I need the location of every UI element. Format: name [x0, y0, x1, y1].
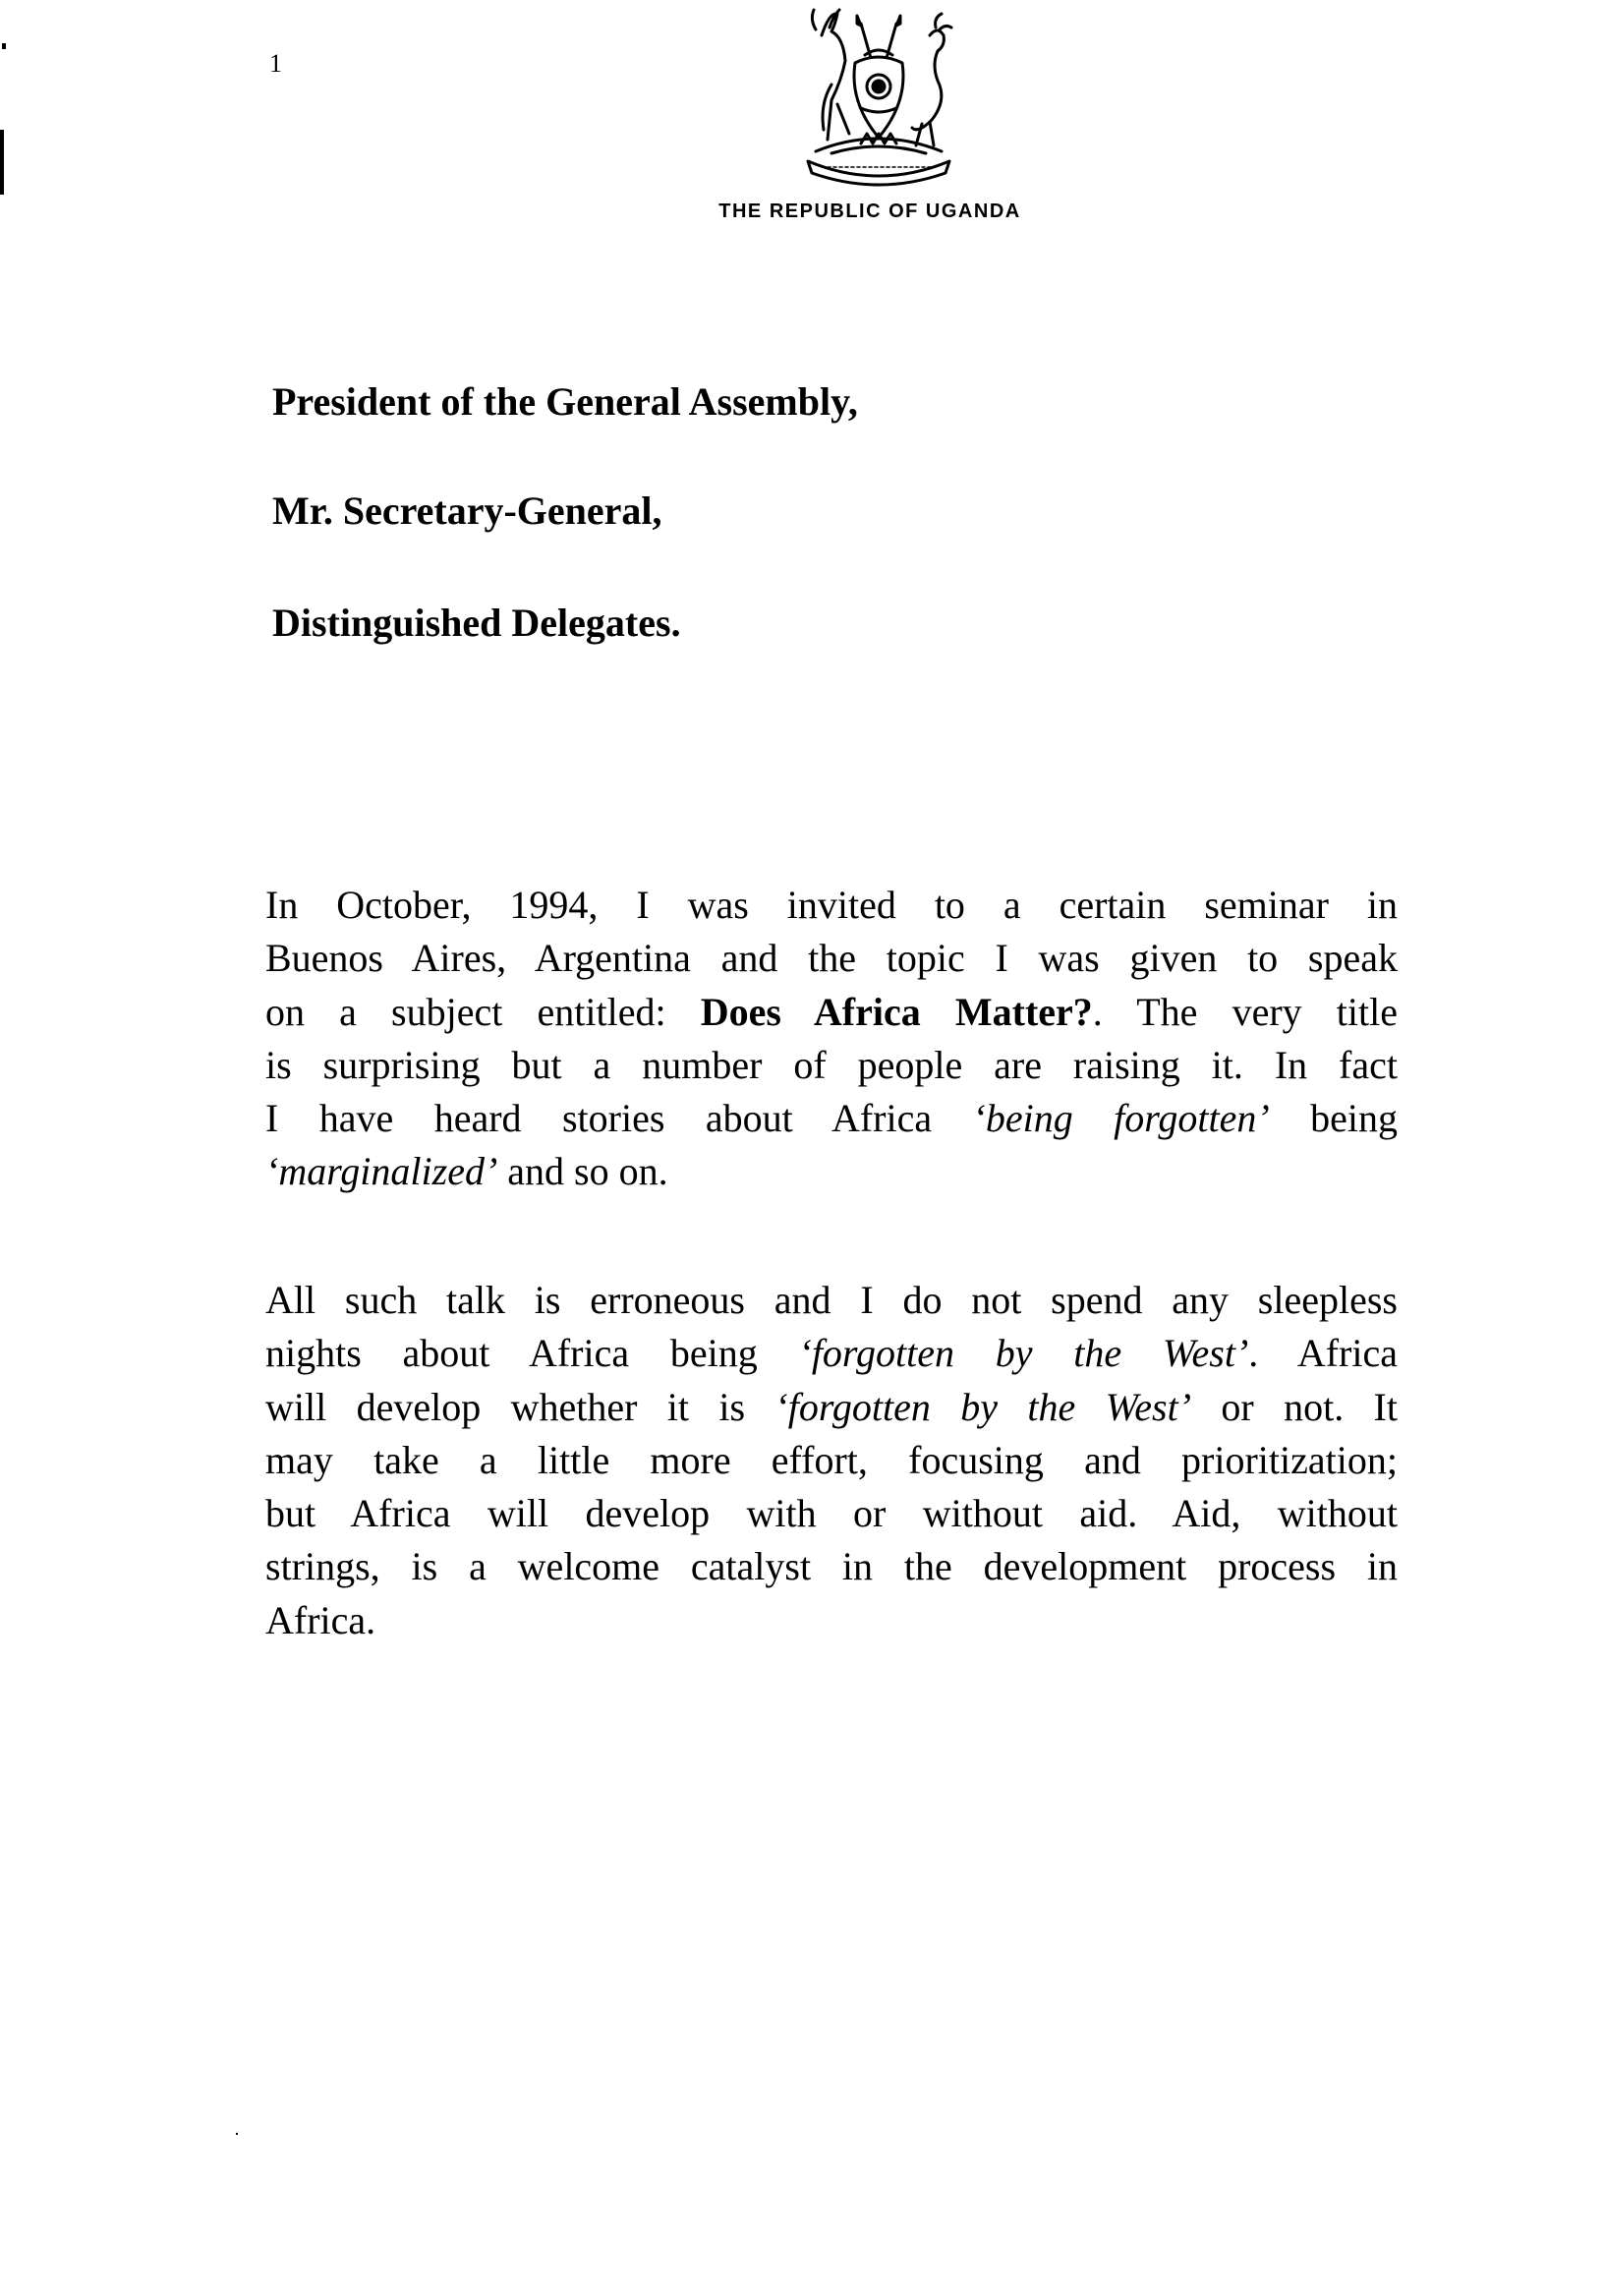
paragraph-line: may take a little more effort, focusing and prioritization; — [265, 1437, 1398, 1482]
salutation-delegates: Distinguished Delegates. — [272, 601, 681, 645]
paragraph-line: will develop whether it is ‘forgotten by the West’ or not. It — [265, 1384, 1398, 1429]
paragraph-line: All such talk is erroneous and I do not spend any sleepless — [265, 1278, 1398, 1322]
paragraph-line: I have heard stories about Africa ‘being forgotten’ being — [265, 1096, 1398, 1141]
emphasis-bold: Does Africa Matter? — [700, 989, 1093, 1034]
paragraph-line: In October, 1994, I was invited to a certain seminar in — [265, 883, 1398, 927]
paragraph-development — [265, 1274, 1398, 1647]
page-number: 1 — [269, 49, 282, 78]
emphasis-italic: ‘being forgotten’ — [972, 1096, 1270, 1141]
paragraph-line: Africa. — [265, 1597, 376, 1642]
scan-artifact-mark — [2, 43, 6, 49]
paragraph-line: nights about Africa being ‘forgotten by the West’. Africa — [265, 1331, 1398, 1376]
scan-artifact-dot — [236, 2133, 238, 2135]
coat-of-arms-icon — [792, 6, 965, 189]
salutation-secretary-general: Mr. Secretary-General, — [272, 488, 662, 533]
paragraph-seminar — [265, 879, 1398, 1199]
paragraph-line: on a subject entitled: Does Africa Matter?. The very title — [265, 989, 1399, 1034]
paragraph-line: Buenos Aires, Argentina and the topic I was given to speak — [265, 936, 1398, 981]
country-label: THE REPUBLIC OF UGANDA — [718, 201, 1021, 222]
salutation-president: President of the General Assembly, — [272, 379, 858, 424]
paragraph-line: strings, is a welcome catalyst in the development process in — [265, 1544, 1398, 1589]
emphasis-italic: ‘forgotten by the West’ — [774, 1384, 1192, 1429]
scan-artifact-bar — [0, 130, 4, 195]
paragraph-line: ‘marginalized’ and so on. — [265, 1149, 668, 1194]
emphasis-italic: ‘marginalized’ — [265, 1149, 498, 1194]
paragraph-line: but Africa will develop with or without aid. Aid, without — [265, 1491, 1398, 1536]
paragraph-line: is surprising but a number of people are raising it. In fact — [265, 1042, 1398, 1087]
emphasis-italic: ‘forgotten by the West’ — [798, 1331, 1249, 1376]
